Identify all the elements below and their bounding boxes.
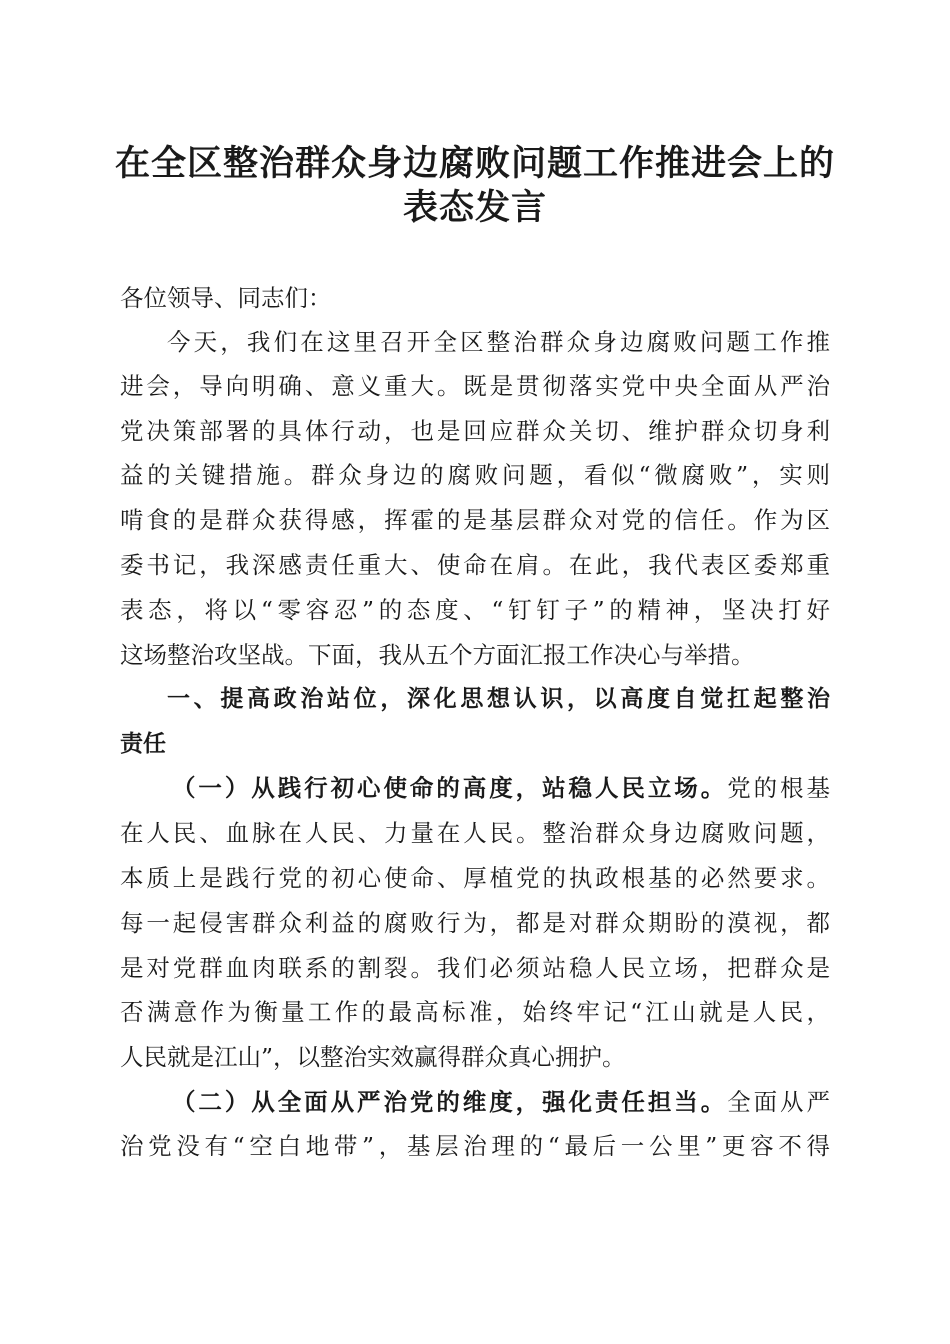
subsection-1-text: 党的根基 [727, 774, 830, 802]
paragraph-line: 表态，将以“零容忍”的态度、“钉钉子”的精神，坚决打好 [120, 596, 830, 624]
section-heading-line: 一、提高政治站位，深化思想认识，以高度自觉扛起整治 [167, 686, 830, 712]
paragraph-line: 在人民、血脉在人民、力量在人民。整治群众身边腐败问题， [120, 819, 830, 847]
paragraph-line: 进会，导向明确、意义重大。既是贯彻落实党中央全面从严治 [120, 372, 830, 400]
salutation: 各位领导、同志们： [120, 284, 332, 312]
paragraph-line: 是对党群血肉联系的割裂。我们必须站稳人民立场，把群众是 [120, 954, 830, 982]
paragraph-line: 今天，我们在这里召开全区整治群众身边腐败问题工作推 [167, 328, 830, 356]
paragraph-line: 党决策部署的具体行动，也是回应群众关切、维护群众切身利 [120, 417, 830, 445]
paragraph-line: 治党没有“空白地带”，基层治理的“最后一公里”更容不得 [120, 1132, 830, 1160]
subsection-2-text: 全面从严 [727, 1088, 830, 1116]
document-title-line-1: 在全区整治群众身边腐败问题工作推进会上的 [114, 143, 835, 184]
document-title-line-2: 表态发言 [402, 187, 547, 228]
paragraph-line: 这场整治攻坚战。下面，我从五个方面汇报工作决心与举措。 [120, 641, 755, 669]
paragraph-line: 每一起侵害群众利益的腐败行为，都是对群众期盼的漠视，都 [120, 909, 830, 937]
section-heading-line: 责任 [120, 731, 166, 757]
subsection-2-lead: （二）从全面从严治党的维度，强化责任担当。 [172, 1088, 728, 1116]
paragraph-line: 本质上是践行党的初心使命、厚植党的执政根基的必然要求。 [120, 864, 830, 892]
paragraph-line: 益的关键措施。群众身边的腐败问题，看似“微腐败”，实则 [120, 461, 830, 489]
paragraph-line: 人民就是江山”，以整治实效赢得群众真心拥护。 [120, 1043, 626, 1071]
subsection-1-lead: （一）从践行初心使命的高度，站稳人民立场。 [172, 774, 728, 802]
paragraph-line: 否满意作为衡量工作的最高标准，始终牢记“江山就是人民， [120, 998, 830, 1026]
paragraph-line: 啃食的是群众获得感，挥霍的是基层群众对党的信任。作为区 [120, 506, 830, 534]
paragraph-line: 委书记，我深感责任重大、使命在肩。在此，我代表区委郑重 [120, 551, 830, 579]
